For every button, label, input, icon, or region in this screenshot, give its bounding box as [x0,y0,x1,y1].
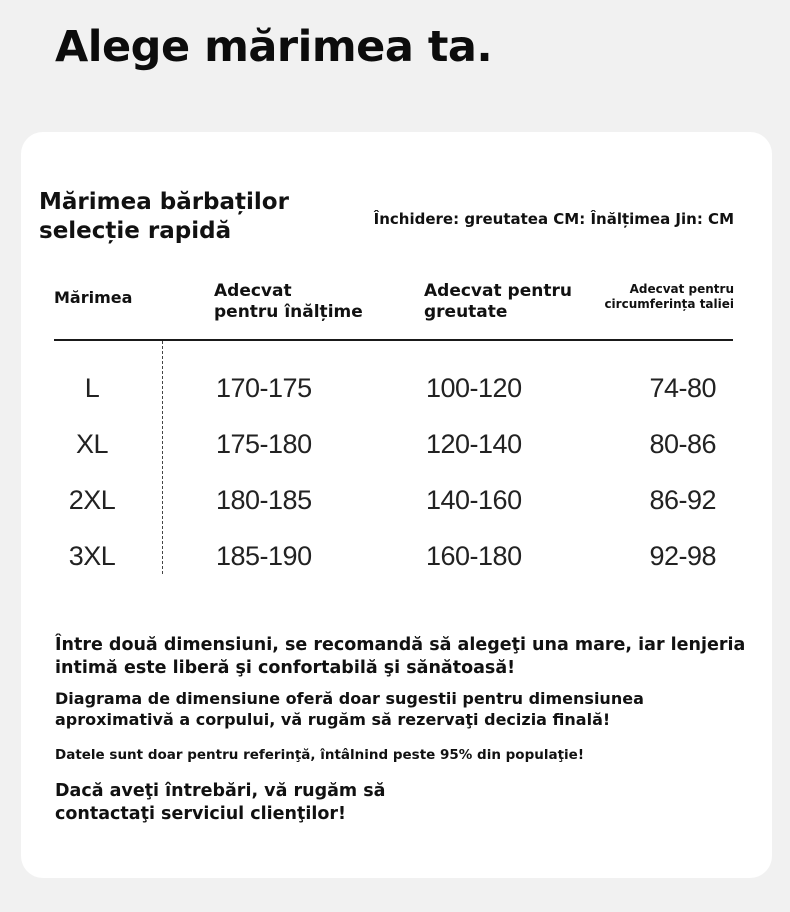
cell-size: L [84,373,100,403]
cell-weight: 160-180 [426,541,522,571]
note-size-recommendation [55,634,745,680]
note-line: Diagrama de dimensiune oferă doar sugestii pentru dimensiunea [55,689,644,708]
table-row [21,360,772,416]
note-reference-data [55,746,745,764]
cell-height: 175-180 [216,429,312,459]
cell-size: 2XL [68,485,116,515]
cell-weight: 120-140 [426,429,522,459]
header-weight-line-2: greutate [424,302,508,322]
note-line: Datele sunt doar pentru referinţă, întâlnind peste 95% din populaţie! [55,747,584,763]
header-divider [54,339,733,341]
note-chart-disclaimer [55,688,745,730]
size-table-body [21,360,772,584]
cell-waist: 80-86 [649,429,716,459]
header-height [214,281,363,323]
header-weight-line-1: Adecvat pentru [424,281,572,301]
cell-height: 170-175 [216,373,312,403]
header-height-line-2: pentru înălțime [214,302,363,322]
header-size [54,287,132,308]
header-height-line-1: Adecvat [214,281,292,301]
note-line: contactaţi serviciul clienţilor! [55,804,346,824]
cell-waist: 86-92 [649,485,716,515]
header-waist-line-2: circumferința taliei [604,297,734,311]
note-line: intimă este liberă şi confortabilă şi sănătoasă! [55,658,516,678]
cell-size: XL [75,429,109,459]
cell-height: 180-185 [216,485,312,515]
cell-height: 185-190 [216,541,312,571]
cell-weight: 100-120 [426,373,522,403]
section-title-line-1: Mărimea bărbaților [39,189,289,215]
cell-weight: 140-160 [426,485,522,515]
note-contact-service [55,780,745,826]
table-row [21,528,772,584]
cell-waist: 92-98 [649,541,716,571]
notes-section [55,634,745,826]
header-waist [604,282,734,312]
note-line: aproximativă a corpului, vă rugăm să rezervaţi decizia finală! [55,710,611,729]
note-line: Între două dimensiuni, se recomandă să alegeţi una mare, iar lenjeria [55,635,746,655]
size-chart-card [21,132,772,878]
header-size-label: Mărimea [54,288,133,307]
section-title [39,188,289,246]
header-weight [424,281,572,323]
unit-note: Închidere: greutatea CM: Înălțimea Jin: CM [373,210,734,228]
cell-size: 3XL [68,541,116,571]
header-waist-line-1: Adecvat pentru [629,282,734,296]
page-title: Alege mărimea ta. [55,22,493,72]
table-row [21,416,772,472]
section-title-line-2: selecție rapidă [39,218,232,244]
note-line: Dacă aveţi întrebări, vă rugăm să [55,781,386,801]
table-row [21,472,772,528]
cell-waist: 74-80 [649,373,716,403]
